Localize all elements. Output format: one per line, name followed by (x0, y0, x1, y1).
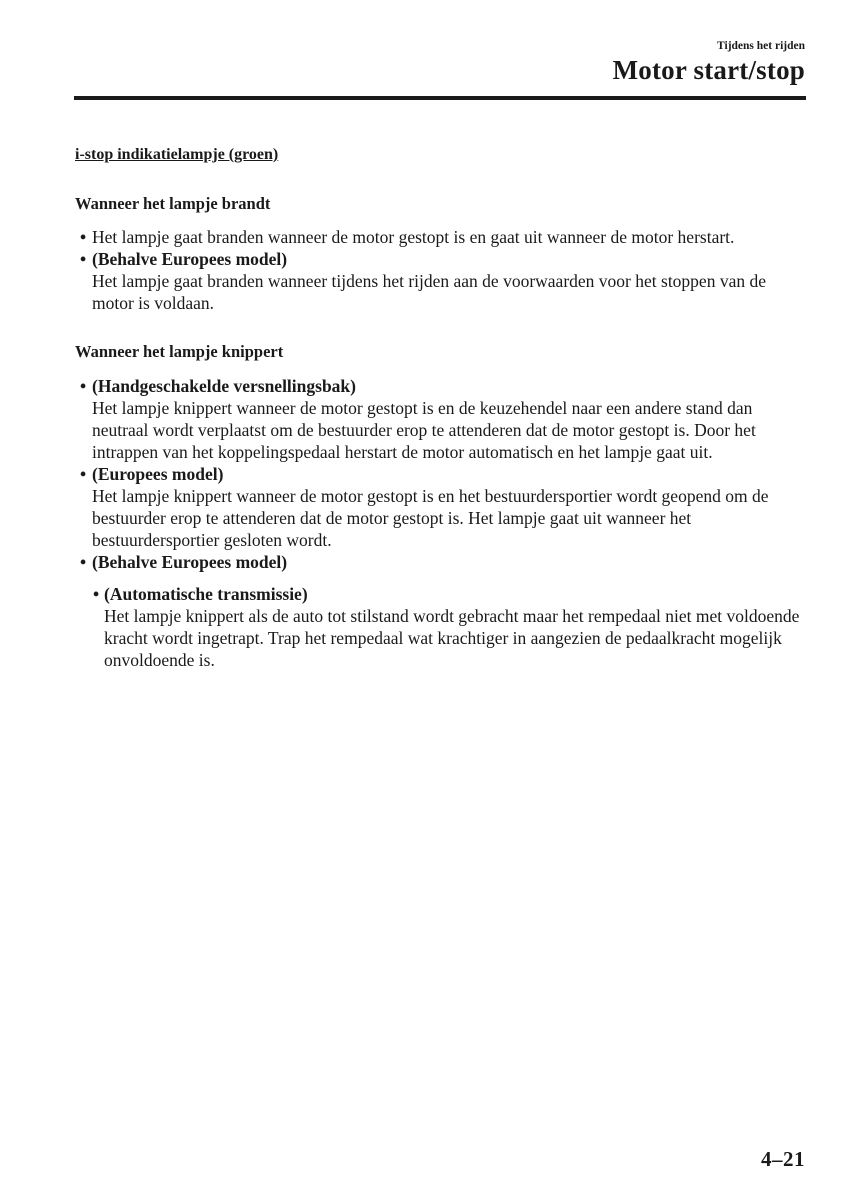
bullet-icon: • (80, 227, 87, 247)
list-item-text: Het lampje gaat branden wanneer tijdens het rijden aan de voorwaarden voor het stoppen van de motor is voldaan. (92, 271, 766, 313)
page-title: Motor start/stop (612, 55, 805, 85)
list-item-label: (Automatische transmissie) (104, 584, 308, 604)
list-item (75, 375, 807, 463)
page-number: 4–21 (761, 1147, 805, 1171)
list-item (75, 463, 807, 551)
list-item (75, 248, 807, 314)
list-item-text: Het lampje knippert als de auto tot stilstand wordt gebracht maar het rempedaal niet met voldoende kracht wordt ingetrapt. Trap het rempedaal wat krachtiger in aangezien de pedaalkracht mogelijk onvoldoende is. (104, 606, 800, 670)
list-item-text: Het lampje gaat branden wanneer de motor gestopt is en gaat uit wanneer de motor herstart. (92, 227, 735, 247)
list-lamp-on (75, 226, 807, 314)
bullet-icon: • (80, 376, 87, 396)
main-content (75, 144, 807, 671)
subheading-lamp-on: Wanneer het lampje brandt (75, 194, 271, 213)
sub-list (92, 583, 807, 671)
list-item-label: (Handgeschakelde versnellingsbak) (92, 376, 356, 396)
subheading-lamp-flashing: Wanneer het lampje knippert (75, 342, 284, 361)
list-item-text: Het lampje knippert wanneer de motor gestopt is en het bestuurdersportier wordt geopend om de bestuurder erop te attenderen dat de motor gestopt is. Het lampje gaat uit wanneer het bestuurdersportier gesloten wordt. (92, 486, 769, 550)
list-item-label: (Behalve Europees model) (92, 552, 288, 572)
list-item-label: (Behalve Europees model) (92, 249, 288, 269)
list-item (75, 226, 807, 248)
list-lamp-flashing (75, 375, 807, 671)
list-item (75, 551, 807, 671)
sub-list-item (92, 583, 807, 671)
chapter-title: Tijdens het rijden (717, 40, 805, 52)
header-divider (74, 96, 806, 100)
bullet-icon: • (80, 249, 87, 269)
list-item-label: (Europees model) (92, 464, 224, 484)
bullet-icon: • (93, 584, 100, 604)
section-title: i-stop indikatielampje (groen) (75, 146, 279, 163)
bullet-icon: • (80, 552, 87, 572)
bullet-icon: • (80, 464, 87, 484)
list-item-text: Het lampje knippert wanneer de motor gestopt is en de keuzehendel naar een andere stand dan neutraal wordt verplaatst om de bestuurder erop te attenderen dat de motor gestopt is. Door het intrappen van het koppelingspedaal herstart de motor automatisch en het lampje gaat uit. (92, 398, 756, 462)
